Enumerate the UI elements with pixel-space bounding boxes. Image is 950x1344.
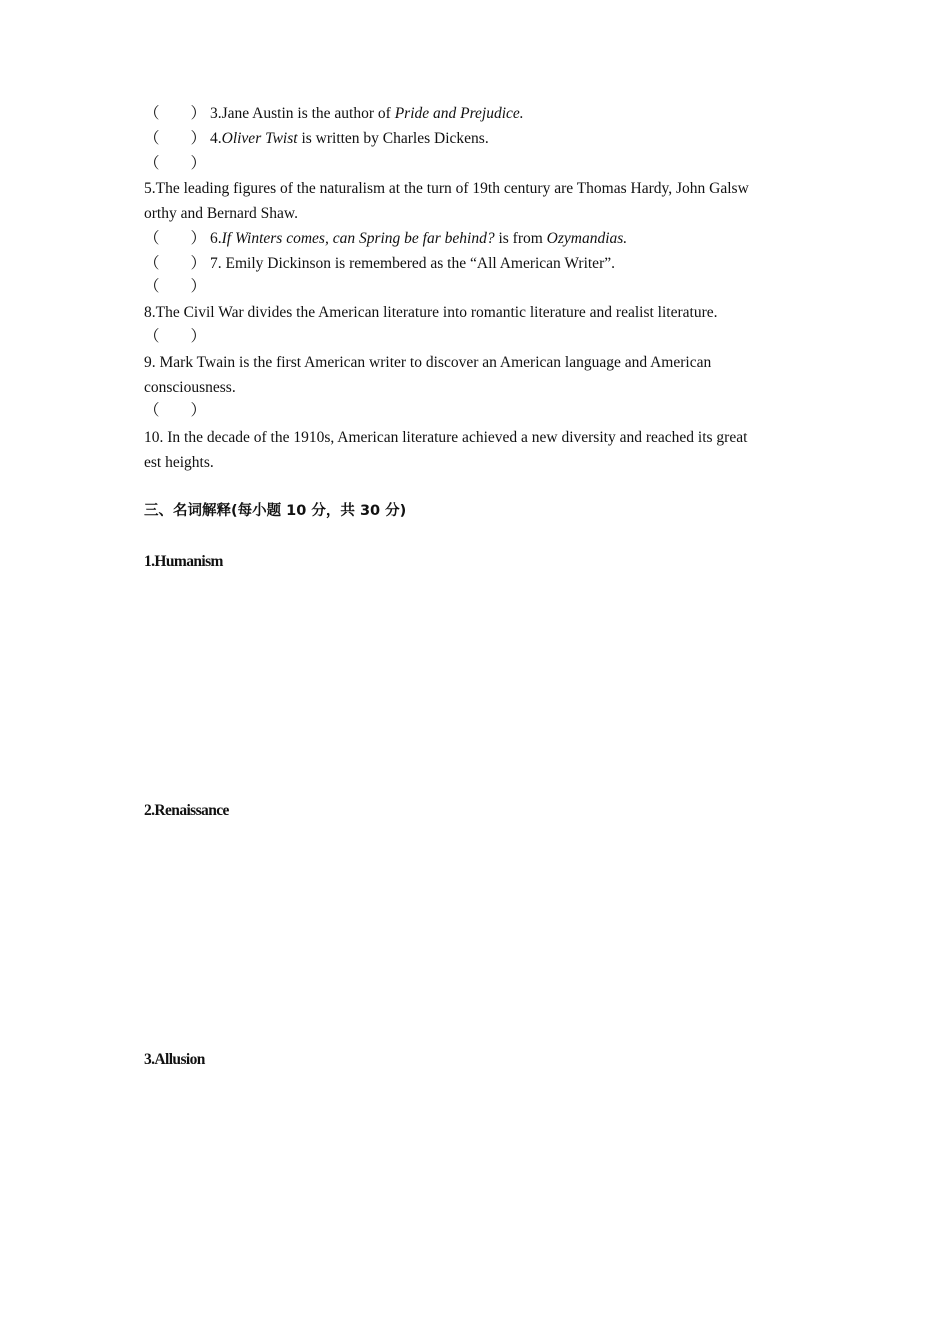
quote-text: If Winters comes, can Spring be far behind? — [221, 230, 495, 247]
question-9-line-2: consciousness. — [144, 379, 236, 396]
poem-title: Ozymandias. — [546, 230, 628, 247]
answer-blank-9[interactable] — [144, 324, 814, 349]
book-title: Pride and Prejudice. — [394, 105, 524, 122]
question-5-line-1: 5.The leading figures of the naturalism at the turn of 19th century are Thomas Hardy, John Galsw — [144, 180, 749, 197]
question-5-line-2: orthy and Bernard Shaw. — [144, 205, 298, 222]
question-3 — [144, 101, 814, 126]
answer-blank[interactable]: （ ） — [144, 130, 207, 147]
question-9-line-1: 9. Mark Twain is the first American writer to discover an American language and American — [144, 354, 712, 371]
question-10-line-2: est heights. — [144, 454, 214, 471]
question-text: is written by Charles Dickens. — [297, 130, 489, 147]
question-text: 3.Jane Austin is the author of — [210, 105, 395, 122]
section-heading: 三、名词解释(每小题 10 分，共 30 分) — [144, 503, 407, 519]
question-8: 8.The Civil War divides the American literature into romantic literature and realist literature. — [144, 304, 718, 321]
term-allusion: 3.Allusion — [144, 1051, 205, 1068]
term-humanism: 1.Humanism — [144, 553, 223, 570]
book-title: Oliver Twist — [221, 130, 298, 147]
question-6 — [144, 226, 814, 251]
answer-blank[interactable]: （ ） — [144, 402, 207, 419]
answer-blank[interactable]: （ ） — [144, 155, 207, 172]
question-text: 7. Emily Dickinson is remembered as the “All American Writer”. — [210, 255, 615, 272]
question-10-line-1: 10. In the decade of the 1910s, American literature achieved a new diversity and reached its great — [144, 429, 748, 446]
question-4 — [144, 126, 814, 151]
question-7 — [144, 251, 814, 276]
answer-blank-5[interactable] — [144, 151, 814, 176]
question-number: 4. — [210, 130, 222, 147]
answer-blank-10[interactable] — [144, 398, 814, 423]
answer-blank[interactable]: （ ） — [144, 328, 207, 345]
answer-blank-8[interactable] — [144, 274, 814, 299]
question-number: 6. — [210, 230, 222, 247]
answer-blank[interactable]: （ ） — [144, 255, 207, 272]
question-text: is from — [494, 230, 547, 247]
term-renaissance: 2.Renaissance — [144, 802, 229, 819]
answer-blank[interactable]: （ ） — [144, 105, 207, 122]
answer-blank[interactable]: （ ） — [144, 230, 207, 247]
answer-blank[interactable]: （ ） — [144, 278, 207, 295]
